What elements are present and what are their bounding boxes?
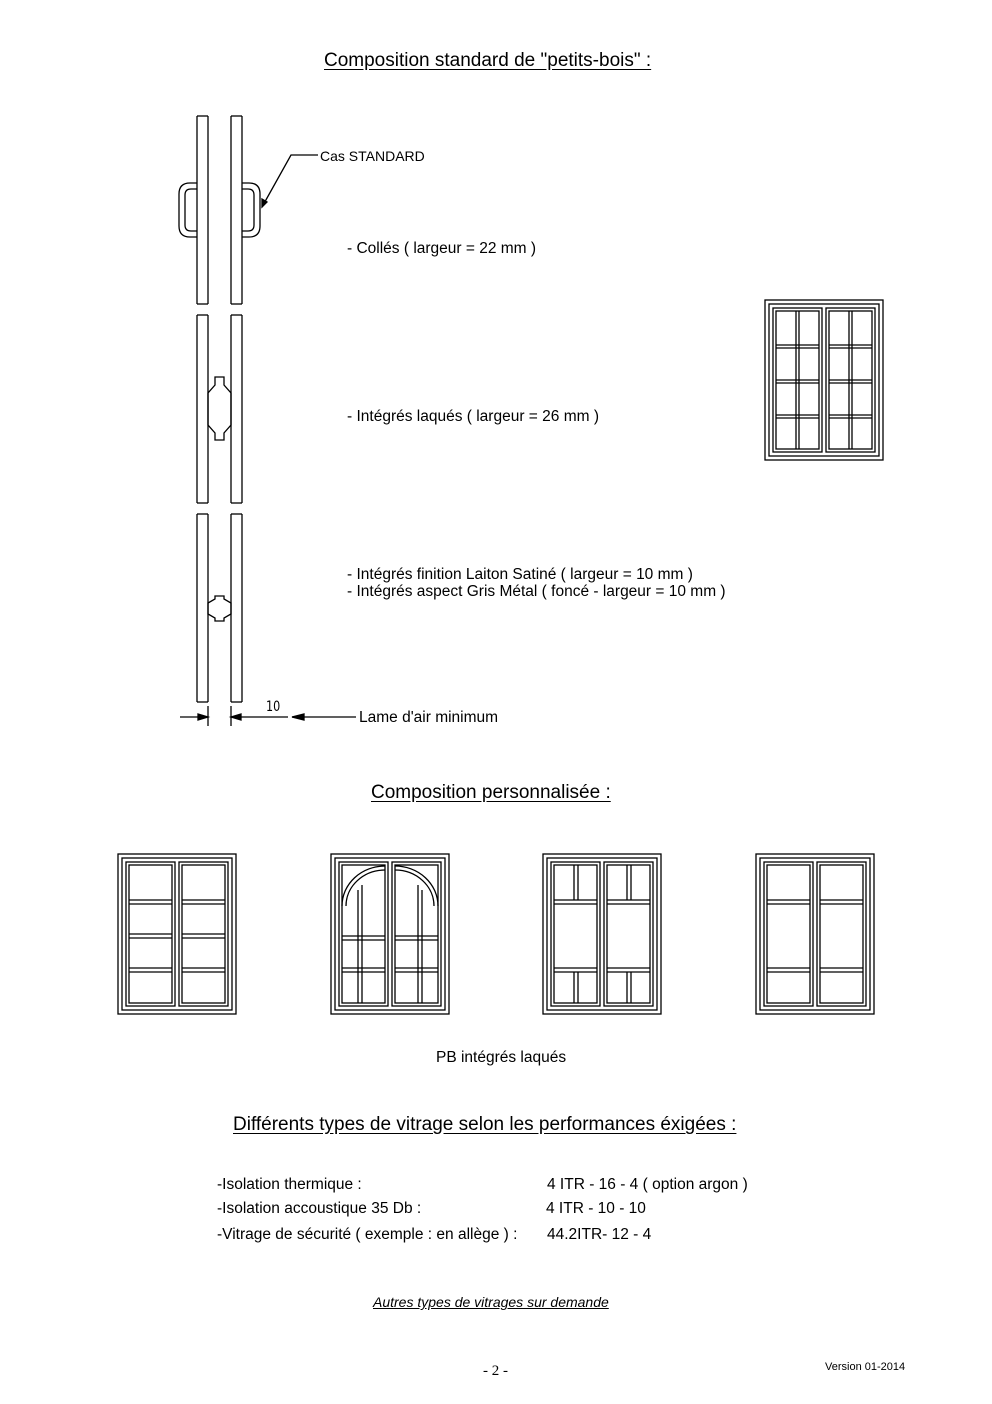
profile-label-laiton-satine: - Intégrés finition Laiton Satiné ( largeur = 10 mm ) [347,566,693,583]
window-standard-grid [765,300,883,460]
window-custom-horizontal [118,854,236,1014]
profile-integres-10mm-drawing [197,514,242,702]
air-gap-label: Lame d'air minimum [359,709,499,726]
glazing-row-safety-label: -Vitrage de sécurité ( exemple : en allège ) : [217,1226,518,1243]
profile-label-integres-laques: - Intégrés laqués ( largeur = 26 mm ) [347,408,599,425]
glazing-row-acoustic-label: -Isolation accoustique 35 Db : [217,1200,422,1217]
glazing-row-thermal-label: -Isolation thermique : [217,1176,362,1193]
callout-standard-case: Cas STANDARD [320,148,425,164]
dimension-label-10: 10 [266,699,281,715]
glazing-note: Autres types de vitrages sur demande [373,1294,609,1310]
window-custom-arched [331,854,449,1014]
profile-label-colles: - Collés ( largeur = 22 mm ) [347,240,537,257]
window-custom-cross [543,854,661,1014]
profile-label-gris-metal: - Intégrés aspect Gris Métal ( foncé - largeur = 10 mm ) [347,583,726,600]
custom-caption: PB intégrés laqués [436,1049,567,1066]
version-label: Version 01-2014 [825,1361,906,1373]
profile-colles-drawing [179,116,318,304]
glazing-row-thermal-value: 4 ITR - 16 - 4 ( option argon ) [547,1176,748,1193]
title-standard-composition: Composition standard de "petits-bois" : [324,50,652,71]
title-custom-composition: Composition personnalisée : [371,782,611,803]
profile-integres-laques-drawing [197,315,242,503]
window-custom-two-bars [756,854,874,1014]
title-glazing-types: Différents types de vitrage selon les performances éxigées : [233,1114,737,1135]
dimension-10-drawing [180,706,356,726]
glazing-row-acoustic-value: 4 ITR - 10 - 10 [546,1200,646,1217]
page-number: - 2 - [483,1363,508,1379]
glazing-row-safety-value: 44.2ITR- 12 - 4 [547,1226,652,1243]
